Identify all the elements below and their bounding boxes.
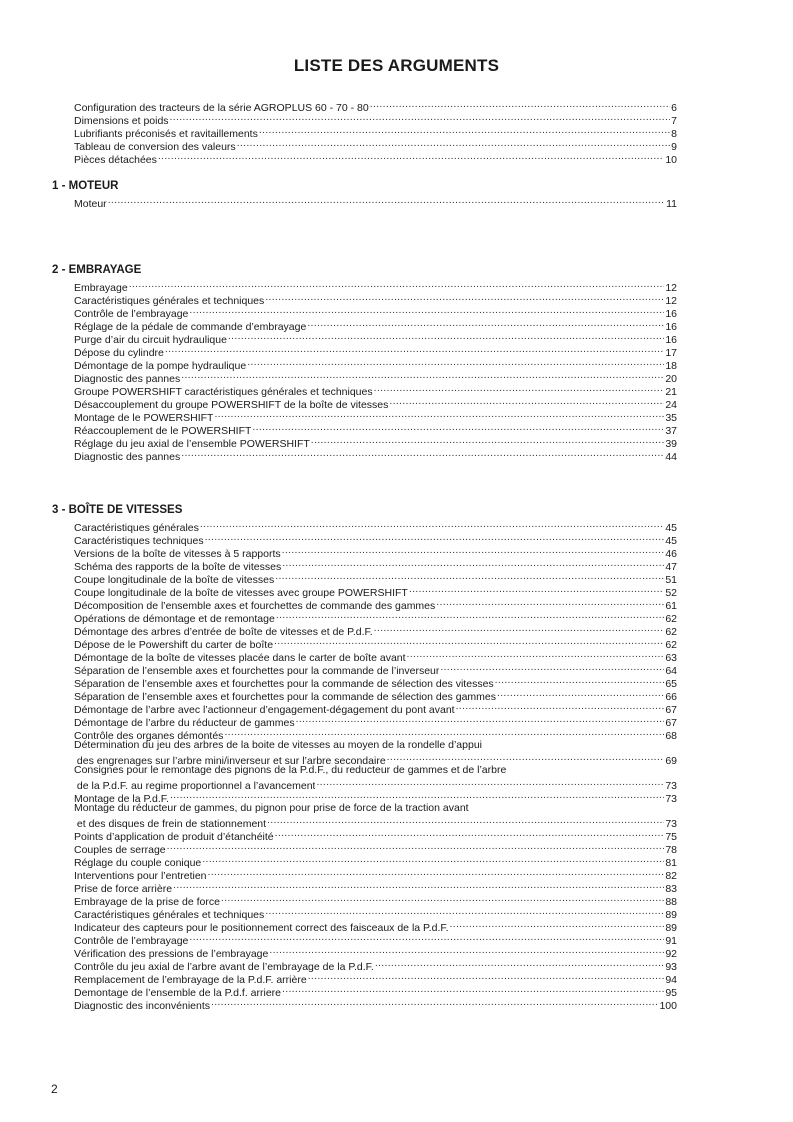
dot-leader [275,609,665,622]
toc-entry-label: Réglage de la pédale de commande d’embrayage [74,321,307,333]
dot-leader [307,970,665,983]
dot-leader [223,726,664,739]
toc-entry-label: Démontage de la boîte de vitesses placée dans le carter de boîte avant [74,652,406,664]
dot-leader [435,596,664,609]
dot-leader [266,814,664,827]
toc-entry-label: Caractéristiques générales et techniques [74,909,265,921]
toc-entry-page: 82 [665,870,677,882]
toc-entry-page: 47 [665,561,677,573]
toc-entry-page: 89 [665,909,677,921]
toc-entry [74,518,677,534]
toc-entry-label: Couples de serrage [74,844,166,856]
toc-entry-page: 7 [671,115,677,127]
toc-entry-label: Demontage de l’ensemble de la P.d.f. arriere [74,987,282,999]
toc-entry-label: Purge d’air du circuit hydraulique [74,334,227,346]
toc-entry-label: Vérification des pressions de l’embrayage [74,948,269,960]
toc-entry-page: 20 [665,373,677,385]
dot-leader [494,674,665,687]
toc-entry-label: Désaccouplement du groupe POWERSHIFT de la boîte de vitesses [74,399,389,411]
dot-leader [264,291,664,304]
dot-leader [201,853,664,866]
toc-entry-label: Contrôle de l’embrayage [74,308,189,320]
dot-leader [295,713,665,726]
section-heading-boite-de-vitesses: 3 - BOÎTE DE VITESSES [52,504,183,516]
toc-entry-label: Points d’application de produit d’étanchéité [74,831,274,843]
toc-entry-label: Lubrifiants préconisés et ravitaillements [74,128,258,140]
toc-section-boite-de-vitesses [74,518,677,1012]
toc-entry-page: 67 [665,717,677,729]
toc-entry-page: 73 [665,780,677,792]
toc-entry [74,194,677,210]
toc-entry-label: Groupe POWERSHIFT caractéristiques générales et techniques [74,386,373,398]
toc-entry-label: Dépose de le Powershift du carter de boîte [74,639,274,651]
toc-entry-continuation [74,751,677,767]
dot-leader [188,304,664,317]
toc-section-embrayage [74,278,677,463]
dot-leader [373,382,665,395]
toc-entry-page: 73 [665,818,677,830]
dot-leader [251,421,664,434]
toc-entry-page: 45 [665,535,677,547]
toc-entry-label: Montage de la P.d.F. [74,793,169,805]
toc-entry-label: Contrôle des organes démontés [74,730,224,742]
dot-leader [246,356,664,369]
page-number: 2 [51,1082,58,1096]
toc-entry-label: Dépose du cylindre [74,347,164,359]
toc-intro [74,98,677,166]
dot-leader [199,518,664,531]
toc-entry [74,739,677,751]
dot-leader [455,700,665,713]
toc-entry [74,764,677,776]
toc-entry-page: 91 [665,935,677,947]
toc-entry-page: 88 [665,896,677,908]
dot-leader [274,827,665,840]
toc-entry-label: Décomposition de l’ensemble axes et fourchettes de commande des gammes [74,600,436,612]
toc-entry-page: 100 [659,1000,677,1012]
toc-entry [74,278,677,294]
dot-leader [166,840,665,853]
toc-entry-page: 94 [665,974,677,986]
toc-entry-page: 66 [665,691,677,703]
toc-entry-page: 62 [665,613,677,625]
toc-entry-page: 16 [665,308,677,320]
toc-entry-label: Embrayage [74,282,128,294]
dot-leader [306,317,664,330]
dot-leader [388,395,664,408]
toc-entry-page: 75 [665,831,677,843]
dot-leader [236,137,670,150]
toc-entry-page: 39 [665,438,677,450]
toc-entry-page: 44 [665,451,677,463]
toc-entry-label: Démontage des arbres d’entrée de boîte de vitesses et de P.d.F. [74,626,373,638]
dot-leader [213,408,664,421]
section-heading-embrayage: 2 - EMBRAYAGE [52,264,142,276]
dot-leader [207,866,665,879]
toc-entry-page: 52 [665,587,677,599]
toc-entry-page: 67 [665,704,677,716]
toc-entry-page: 6 [671,102,677,114]
toc-entry [74,343,677,359]
dot-leader [374,957,664,970]
toc-entry-label: Séparation de l’ensemble axes et fourchettes pour la commande de sélection des vitesses [74,678,494,690]
toc-entry-page: 69 [665,755,677,767]
toc-entry-label: Réglage du jeu axial de l’ensemble POWERSHIFT [74,438,310,450]
toc-entry-label: Consignes pour le remontage des pignons de la P.d.F., du reducteur de gammes et de l’arbre [74,764,507,776]
toc-entry-label: Démontage de l’arbre du réducteur de gammes [74,717,295,729]
dot-leader [310,434,665,447]
toc-entry-label: Opérations de démontage et de remontage [74,613,275,625]
toc-entry-page: 93 [665,961,677,973]
toc-entry-label: Indicateur des capteurs pour le positionnement correct des faisceaux de la P.d.F. [74,922,449,934]
toc-entry-page: 10 [665,154,677,166]
dot-leader [204,531,665,544]
toc-section-moteur [74,194,677,210]
toc-entry-label: Moteur [74,198,107,210]
dot-leader [220,892,664,905]
toc-entry-label: Embrayage de la prise de force [74,896,220,908]
toc-entry-page: 24 [665,399,677,411]
toc-entry-label: Coupe longitudinale de la boîte de vitesses avec groupe POWERSHIFT [74,587,408,599]
toc-entry-label: Configuration des tracteurs de la série AGROPLUS 60 - 70 - 80 [74,102,369,114]
toc-entry-label: Versions de la boîte de vitesses à 5 rapports [74,548,281,560]
dot-leader [273,635,664,648]
toc-entry-label: Contrôle du jeu axial de l’arbre avant de l’embrayage de la P.d.F. [74,961,374,973]
dot-leader [107,194,665,207]
toc-entry-label: Démontage de l’arbre avec l’actionneur d’engagement-dégagement du pont avant [74,704,455,716]
toc-entry-label: Contrôle de l’embrayage [74,935,189,947]
toc-entry [74,356,677,372]
toc-entry-page: 65 [665,678,677,690]
toc-entry-page: 8 [671,128,677,140]
toc-entry-label: Dimensions et poids [74,115,169,127]
dot-leader [164,343,664,356]
dot-leader [188,931,664,944]
toc-entry-page: 17 [665,347,677,359]
toc-entry-label-continuation: de la P.d.F. au regime proportionnel a l’avancement [74,780,316,792]
dot-leader [258,124,670,137]
dot-leader [169,789,664,802]
dot-leader [180,369,664,382]
toc-entry-label: Coupe longitudinale de la boîte de vitesses [74,574,275,586]
dot-leader [386,751,665,764]
dot-leader [169,111,671,124]
dot-leader [264,905,664,918]
toc-entry-page: 89 [665,922,677,934]
toc-entry-page: 51 [665,574,677,586]
dot-leader [315,776,664,789]
toc-entry [74,150,677,166]
toc-entry-label-continuation: des engrenages sur l’arbre mini/inverseur et sur l’arbre secondaire [74,755,386,767]
toc-entry-label: Diagnostic des pannes [74,373,181,385]
dot-leader [369,98,670,111]
toc-entry-page: 45 [665,522,677,534]
toc-entry-page: 46 [665,548,677,560]
toc-entry [74,802,677,814]
toc-entry-label: Caractéristiques générales [74,522,199,534]
page-title: LISTE DES ARGUMENTS [293,56,500,75]
toc-entry-label: Réglage du couple conique [74,857,202,869]
dot-leader [496,687,664,700]
dot-leader [128,278,665,291]
toc-entry-continuation [74,814,677,830]
dot-leader [172,879,664,892]
toc-entry-page: 21 [665,386,677,398]
toc-entry-label: Séparation de l’ensemble axes et fourchettes pour la commande de l’inverseur [74,665,440,677]
toc-entry-label: Détermination du jeu des arbres de la boite de vitesses au moyen de la rondelle d’appui [74,739,483,751]
toc-entry-label: Caractéristiques techniques [74,535,204,547]
toc-entry-label: Montage du réducteur de gammes, du pignon pour prise de force de la traction avant [74,802,469,814]
dot-leader [408,583,664,596]
toc-entry-page: 11 [666,198,677,210]
toc-entry-page: 95 [665,987,677,999]
toc-entry-label: Pièces détachées [74,154,157,166]
dot-leader [157,150,664,163]
toc-entry-page: 9 [671,141,677,153]
toc-entry-page: 61 [665,600,677,612]
toc-entry-label: Remplacement de l’embrayage de la P.d.F. arrière [74,974,307,986]
toc-entry-page: 92 [665,948,677,960]
toc-entry-label-continuation: et des disques de frein de stationnement [74,818,267,830]
toc-entry-page: 63 [665,652,677,664]
section-heading-moteur: 1 - MOTEUR [52,180,119,192]
toc-entry-label: Caractéristiques générales et techniques [74,295,265,307]
toc-entry-label: Diagnostic des pannes [74,451,181,463]
toc-entry-label: Tableau de conversion des valeurs [74,141,236,153]
toc-entry-page: 18 [665,360,677,372]
toc-entry-page: 16 [665,334,677,346]
dot-leader [180,447,664,460]
toc-entry-page: 16 [665,321,677,333]
toc-entry-page: 68 [665,730,677,742]
toc-entry-page: 35 [665,412,677,424]
toc-entry-page: 78 [665,844,677,856]
toc-entry-label: Démontage de la pompe hydraulique [74,360,247,372]
toc-entry-page: 81 [665,857,677,869]
toc-entry-label: Prise de force arrière [74,883,173,895]
toc-entry-page: 12 [665,282,677,294]
toc-entry-page: 62 [665,626,677,638]
dot-leader [281,557,664,570]
toc-entry-page: 64 [665,665,677,677]
toc-entry [74,291,677,307]
dot-leader [268,944,664,957]
dot-leader [439,661,664,674]
dot-leader [210,996,658,1009]
dot-leader [227,330,664,343]
toc-entry-page: 73 [665,793,677,805]
toc-entry-label: Diagnostic des inconvénients [74,1000,210,1012]
dot-leader [281,544,665,557]
toc-entry-label: Schéma des rapports de la boîte de vitesses [74,561,282,573]
dot-leader [274,570,664,583]
toc-entry [74,98,677,114]
toc-entry-continuation [74,776,677,792]
toc-entry-page: 62 [665,639,677,651]
toc-entry-label: Réaccouplement de le POWERSHIFT [74,425,252,437]
dot-leader [281,983,664,996]
toc-entry-label: Séparation de l’ensemble axes et fourchettes pour la commande de sélection des gammes [74,691,496,703]
toc-entry-page: 12 [665,295,677,307]
toc-entry-label: Interventions pour l’entretien [74,870,207,882]
toc-entry-page: 83 [665,883,677,895]
dot-leader [449,918,665,931]
dot-leader [373,622,665,635]
toc-entry-page: 37 [665,425,677,437]
toc-entry-label: Montage de le POWERSHIFT [74,412,214,424]
dot-leader [406,648,665,661]
